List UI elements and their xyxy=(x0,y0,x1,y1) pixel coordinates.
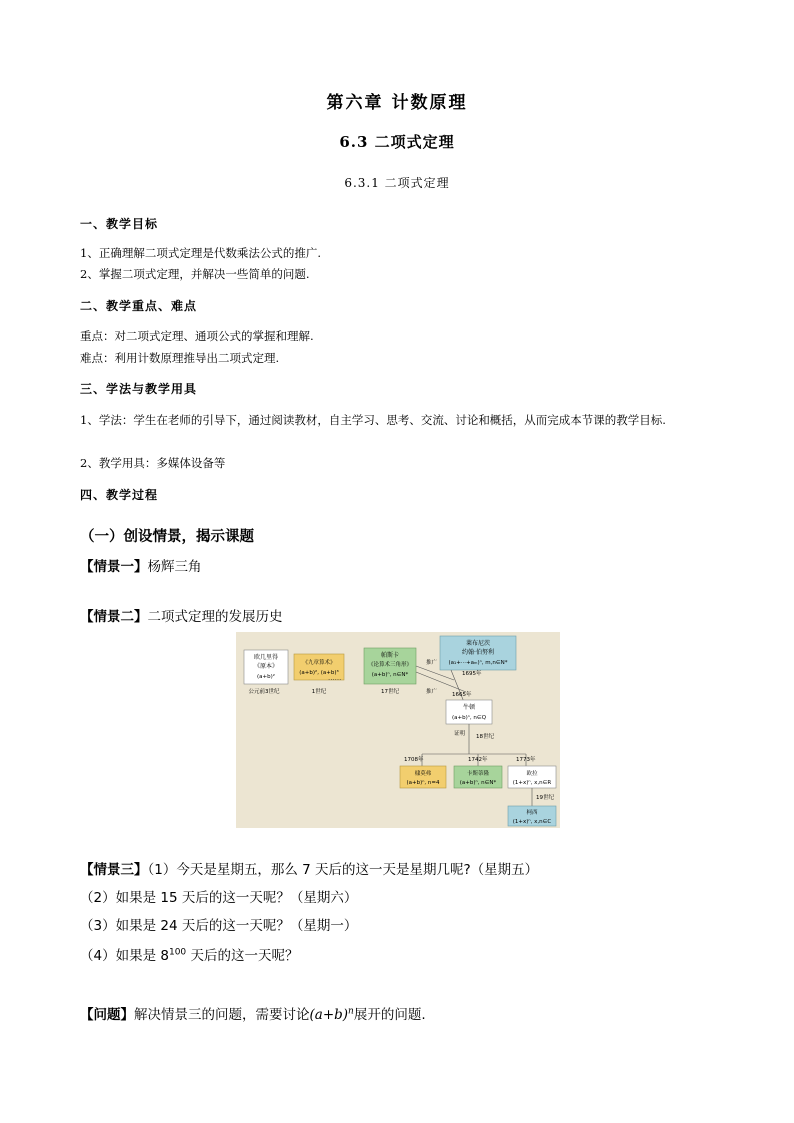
method-1: 1、学法：学生在老师的引导下，通过阅读教材，自主学习、思考、交流、讨论和概括，从而完成本节课的教学目标. xyxy=(80,413,666,427)
scene-2 xyxy=(80,605,283,625)
newton-name: 牛顿 xyxy=(462,704,476,711)
year-1773: 1773年 xyxy=(516,757,536,763)
pascal-formula: (a+b)ⁿ, n∈N* xyxy=(371,672,409,678)
cauchy-name: 柯西 xyxy=(526,810,538,816)
heading-key-points: 二、教学重点、难点 xyxy=(80,299,198,313)
promote-label-2: 推广 xyxy=(426,689,438,695)
leibniz-name: 莱布尼茨 xyxy=(465,640,491,647)
binomial-exponent: n xyxy=(348,1006,354,1017)
newton-formula: (a+b)ⁿ, n∈Q xyxy=(451,715,487,721)
binomial-expression: (a+b) xyxy=(309,1007,349,1023)
subheading-scenario: （一）创设情景，揭示课题 xyxy=(80,529,254,545)
heading-objectives: 一、教学目标 xyxy=(80,217,159,231)
scene-3-q1 xyxy=(80,858,538,878)
euclid-book: 《原本》 xyxy=(253,663,279,670)
castillon-formula: (a+b)ⁿ, n∈N* xyxy=(459,780,497,786)
scene-1-tag: 【情景一】 xyxy=(80,559,148,575)
castillon-name: 卡斯蒂隆 xyxy=(466,771,490,777)
promote-label-1: 推广 xyxy=(426,660,438,666)
problem-post: 展开的问题. xyxy=(353,1007,426,1023)
scene-1-text: 杨辉三角 xyxy=(147,559,202,575)
leibniz-formula: (a₁+···+aₘ)ⁿ, m,n∈N* xyxy=(448,660,508,666)
scene-3-q4-post: 天后的这一天呢？ xyxy=(186,948,299,964)
objective-1: 1、正确理解二项式定理是代数乘法公式的推广. xyxy=(80,246,321,260)
pascal-time: 17世纪 xyxy=(381,689,399,695)
section-title: 6.3 二项式定理 xyxy=(339,133,455,151)
key-point: 重点：对二项式定理、通项公式的掌握和理解. xyxy=(80,329,314,343)
scene-3-tag: 【情景三】 xyxy=(80,862,148,878)
svg-text:......: ...... xyxy=(328,674,342,682)
cauchy-formula: (1+x)ⁿ, x,n∈C xyxy=(512,819,552,825)
bernoulli-name: 约翰·伯努利 xyxy=(462,649,494,656)
pascal-book: 《论算术三角形》 xyxy=(367,662,413,668)
problem-tag: 【问题】 xyxy=(80,1007,134,1023)
scene-2-text: 二项式定理的发展历史 xyxy=(147,609,283,625)
century-18: 18世纪 xyxy=(476,734,494,740)
century-19: 19世纪 xyxy=(536,795,554,801)
euclid-name: 欧几里得 xyxy=(253,654,279,661)
moivre-name: 棣莫弗 xyxy=(414,771,432,777)
year-1665: 1665年 xyxy=(452,692,472,698)
jiuzhang-formula: (a+b)², (a+b)³ xyxy=(299,670,339,676)
problem xyxy=(80,1003,426,1023)
scene-1 xyxy=(80,555,202,575)
euler-formula: (1+x)ⁿ, x,n∈R xyxy=(512,780,552,786)
pascal-name: 帕斯卡 xyxy=(380,652,400,659)
jiuzhang-time: 1世纪 xyxy=(311,689,327,695)
objective-2: 2、掌握二项式定理，并解决一些简单的问题. xyxy=(80,267,310,281)
euclid-formula: (a+b)² xyxy=(257,674,275,680)
scene-3-q4-pre: （4）如果是 xyxy=(80,948,161,964)
method-2: 2、教学用具：多媒体设备等 xyxy=(80,456,226,470)
power-base: 8 xyxy=(160,948,169,964)
difficult-point: 难点：利用计数原理推导出二项式定理. xyxy=(80,351,280,365)
jiuzhang-name: 《九章算术》 xyxy=(302,660,336,666)
heading-methods: 三、学法与教学用具 xyxy=(80,382,198,396)
chapter-title: 第六章 计数原理 xyxy=(326,93,468,113)
moivre-formula: (a+b)ⁿ, n=4 xyxy=(406,780,440,786)
scene-3-q1-text: （1）今天是星期五，那么 7 天后的这一天是星期几呢?（星期五） xyxy=(147,862,539,878)
binomial-history-figure xyxy=(236,632,560,828)
problem-pre: 解决情景三的问题，需要讨论 xyxy=(134,1007,310,1023)
year-1708: 1708年 xyxy=(404,757,424,763)
subsection-title: 6.3.1 二项式定理 xyxy=(344,176,450,190)
heading-process: 四、教学过程 xyxy=(80,488,159,502)
euler-name: 欧拉 xyxy=(526,771,538,777)
power-exponent: 100 xyxy=(168,947,187,958)
year-1695: 1695年 xyxy=(462,671,482,677)
scene-3-q3: （3）如果是 24 天后的这一天呢？（星期一） xyxy=(80,918,358,934)
euclid-time: 公元前3世纪 xyxy=(248,689,280,695)
scene-3-q2: （2）如果是 15 天后的这一天呢？（星期六） xyxy=(80,890,358,906)
scene-2-tag: 【情景二】 xyxy=(80,609,148,625)
year-1742: 1742年 xyxy=(468,757,488,763)
proof-label: 证明 xyxy=(453,731,465,737)
scene-3-q4 xyxy=(80,944,298,964)
